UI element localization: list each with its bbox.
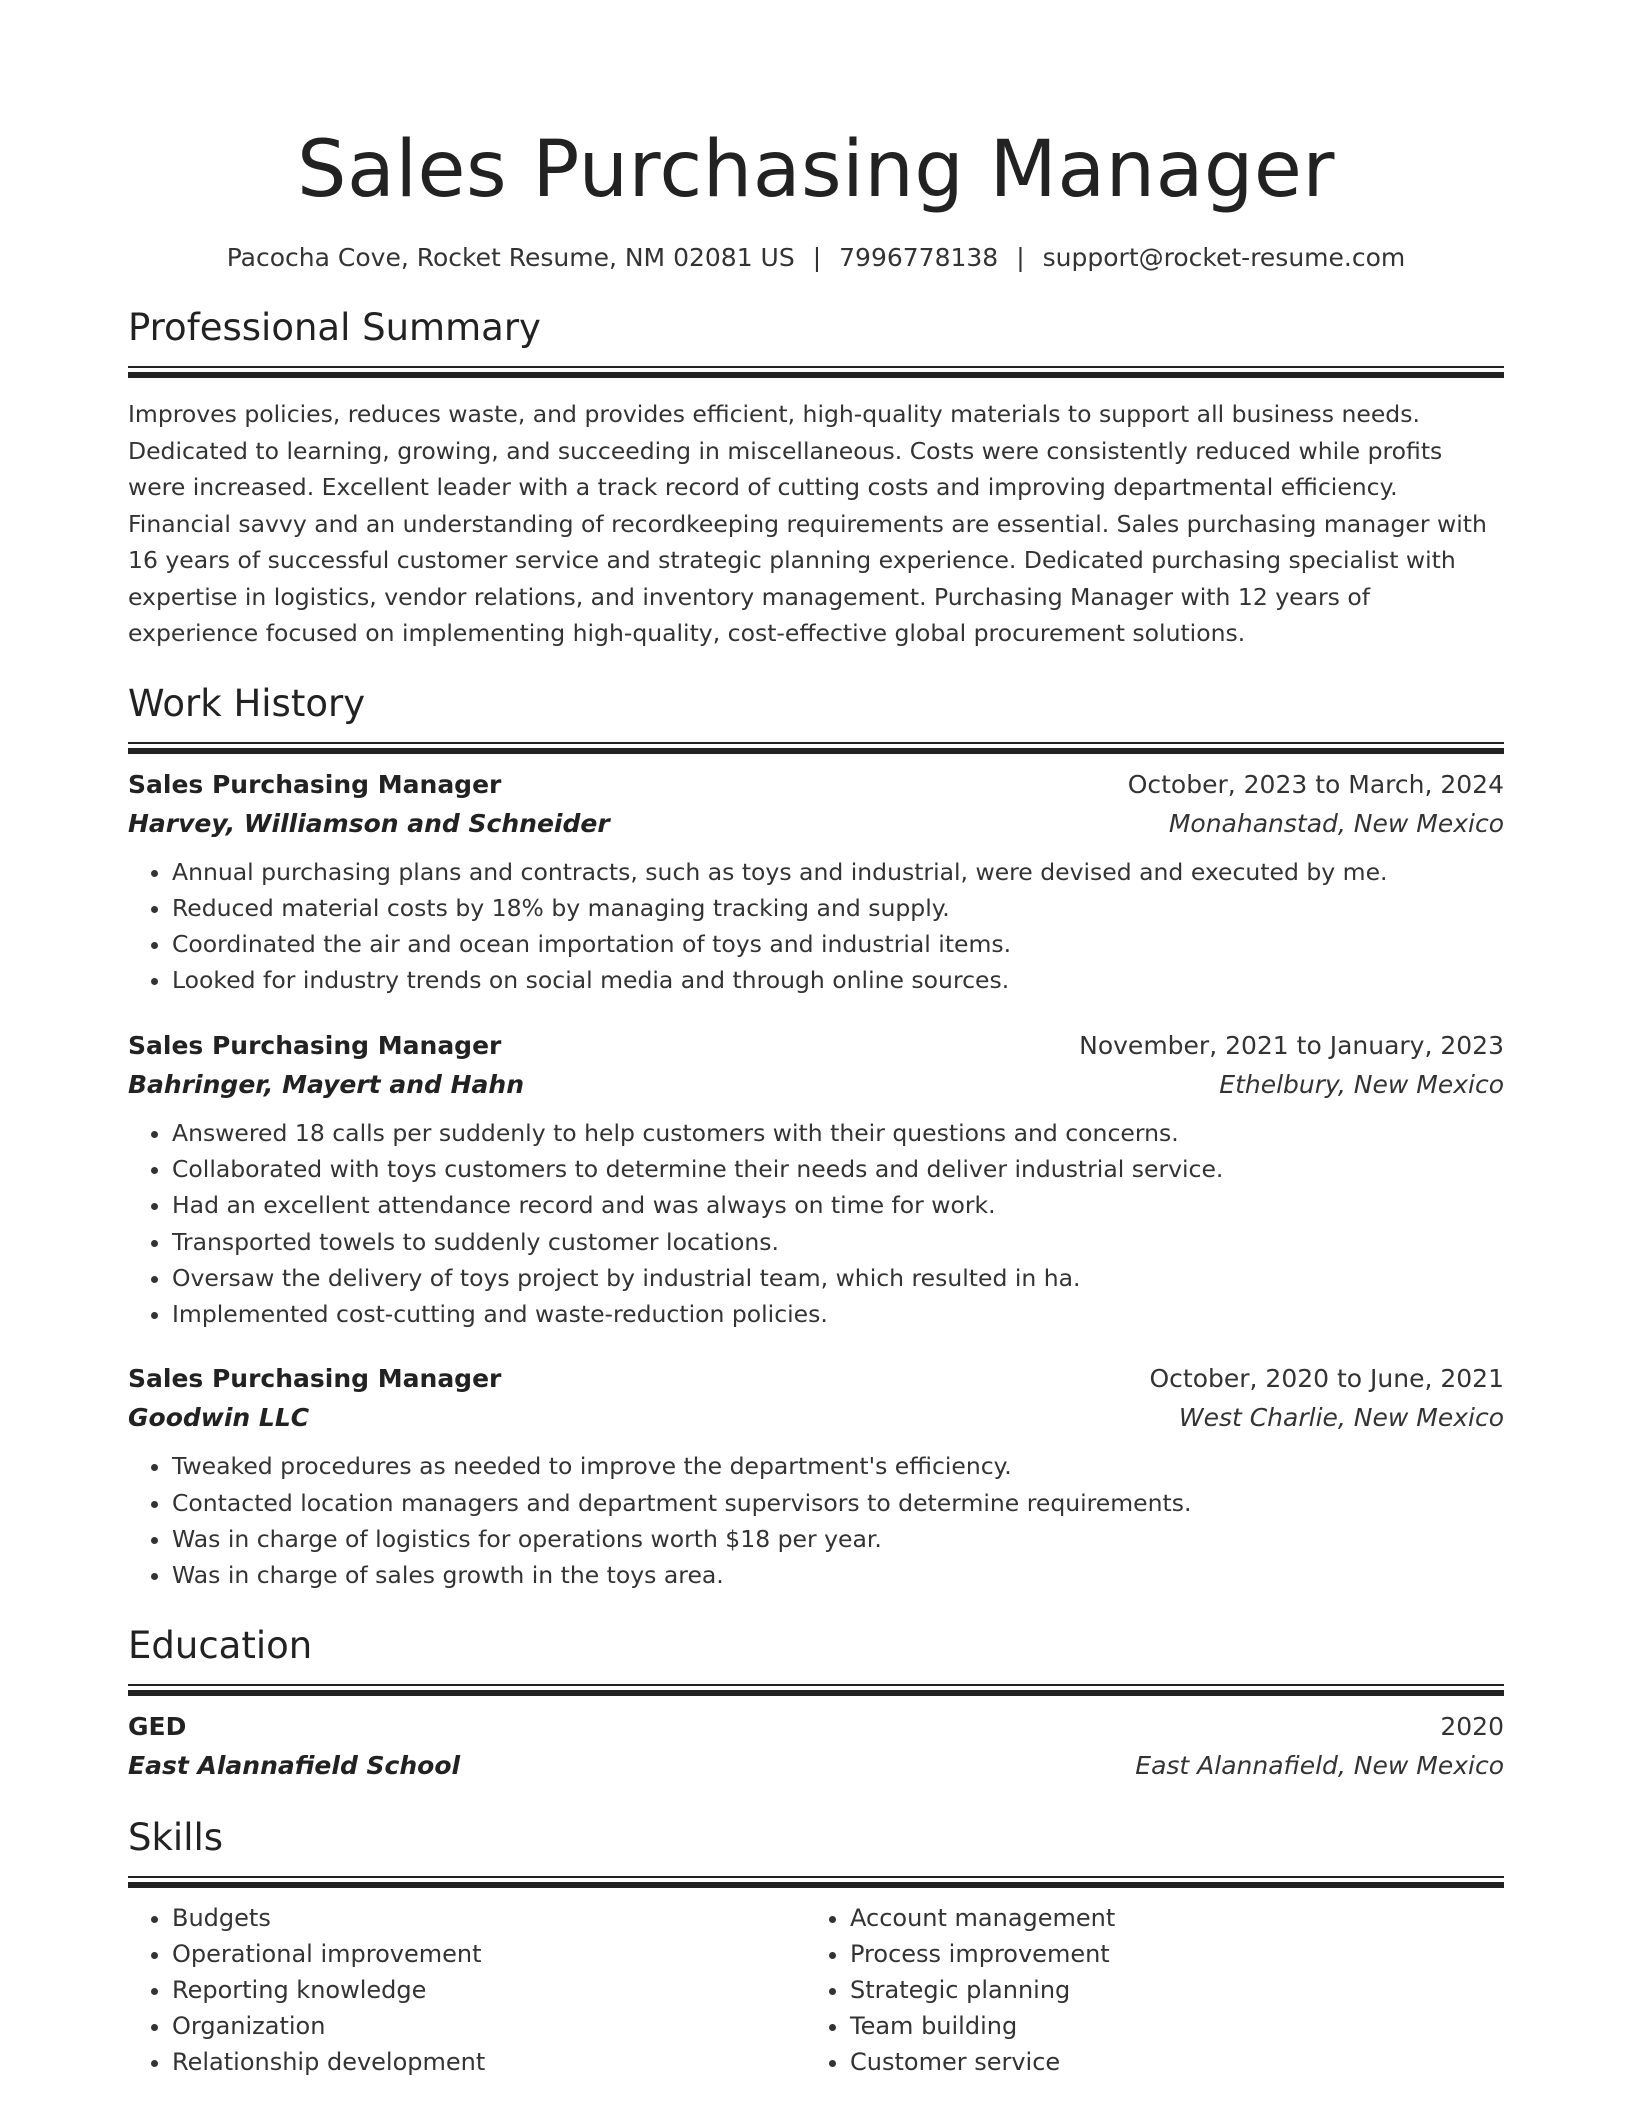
list-item: • Answered 18 calls per suddenly to help customers with their questions and concerns. [172, 1115, 1504, 1151]
job-location: West Charlie, New Mexico [1178, 1403, 1504, 1433]
list-item: • Reduced material costs by 18% by managing tracking and supply. [172, 890, 1504, 926]
skills-list-left [128, 1900, 806, 2080]
job-location: Monahanstad, New Mexico [1168, 808, 1504, 838]
job-subheader [128, 1065, 1504, 1105]
job-dates: October, 2023 to March, 2024 [1127, 769, 1504, 799]
list-item: • Was in charge of sales growth in the toys area. [172, 1557, 1504, 1593]
list-item: • Operational improvement [172, 1936, 806, 1972]
skills-column-right [806, 1900, 1484, 2080]
resume-page [128, 0, 1504, 2080]
job-company: Harvey, Williamson and Schneider [128, 808, 610, 838]
contact-separator: | [1016, 243, 1025, 272]
education-entry [128, 1708, 1504, 1786]
list-item: • Strategic planning [850, 1972, 1484, 2008]
list-item: • Transported towels to suddenly customer locations. [172, 1224, 1504, 1260]
education-school: East Alannafield School [128, 1750, 461, 1780]
list-item: • Budgets [172, 1900, 806, 1936]
list-item: • Customer service [850, 2044, 1484, 2080]
job-bullets [128, 1448, 1504, 1593]
job-dates: October, 2020 to June, 2021 [1149, 1364, 1504, 1394]
list-item: • Annual purchasing plans and contracts, such as toys and industrial, were devised and executed by me. [172, 854, 1504, 890]
section-title-skills: Skills [128, 1815, 224, 1859]
job-title: Sales Purchasing Manager [128, 769, 502, 799]
job-header [128, 1360, 1504, 1398]
job-title: Sales Purchasing Manager [128, 1364, 502, 1394]
skills-column-left [128, 1900, 806, 2080]
list-item: • Reporting knowledge [172, 1972, 806, 2008]
section-title-work-history: Work History [128, 681, 366, 725]
skills-list-right [806, 1900, 1484, 2080]
job-bullets [128, 1115, 1504, 1333]
section-title-education: Education [128, 1623, 313, 1667]
education-degree: GED [128, 1711, 187, 1741]
job-subheader [128, 804, 1504, 844]
contact-address: Pacocha Cove, Rocket Resume, NM 02081 US [226, 243, 795, 272]
section-divider [128, 1876, 1504, 1888]
list-item: • Account management [850, 1900, 1484, 1936]
contact-separator: | [812, 243, 822, 272]
job-header [128, 1027, 1504, 1065]
job-title: Sales Purchasing Manager [128, 1030, 502, 1060]
job-location: Ethelbury, New Mexico [1219, 1069, 1504, 1099]
education-location: East Alannafield, New Mexico [1135, 1750, 1504, 1780]
list-item: • Contacted location managers and department supervisors to determine requirements. [172, 1485, 1504, 1521]
skills-columns [128, 1900, 1504, 2080]
list-item: • Tweaked procedures as needed to improve the department's efficiency. [172, 1448, 1504, 1484]
job-header [128, 766, 1504, 804]
list-item: • Collaborated with toys customers to determine their needs and deliver industrial service. [172, 1151, 1504, 1187]
section-title-summary: Professional Summary [128, 306, 541, 349]
section-divider [128, 742, 1504, 754]
education-subheader [128, 1746, 1504, 1786]
education-header [128, 1708, 1504, 1746]
job-dates: November, 2021 to January, 2023 [1079, 1030, 1504, 1060]
list-item: • Organization [172, 2008, 806, 2044]
contact-email: support@rocket-resume.com [1042, 243, 1406, 272]
job-subheader [128, 1398, 1504, 1438]
contact-phone: 7996778138 [839, 243, 999, 272]
list-item: • Implemented cost-cutting and waste-reduction policies. [172, 1296, 1504, 1332]
work-history-section [128, 680, 1504, 1594]
contact-line [128, 240, 1504, 276]
job-entry [128, 1027, 1504, 1333]
job-entry [128, 766, 1504, 999]
job-bullets [128, 854, 1504, 999]
section-divider [128, 366, 1504, 378]
candidate-name: Sales Purchasing Manager [297, 125, 1335, 215]
list-item: • Looked for industry trends on social media and through online sources. [172, 962, 1504, 998]
section-divider [128, 1684, 1504, 1696]
job-entry [128, 1360, 1504, 1593]
list-item: • Process improvement [850, 1936, 1484, 1972]
list-item: • Was in charge of logistics for operations worth $18 per year. [172, 1521, 1504, 1557]
summary-text: Improves policies, reduces waste, and provides efficient, high-quality materials to support all business needs. Dedicated to learning, growing, and succeeding in miscellaneous. Costs were consistently reduced while profits were increased. Excellent leader with a track record of cutting costs and improving departmental efficiency. Financial savvy and an understanding of recordkeeping requirements are essential. Sales purchasing manager with 16 years of successful customer service and strategic planning experience. Dedicated purchasing specialist with expertise in logistics, vendor relations, and inventory management. Purchasing Manager with 12 years of experience focused on implementing high-quality, cost-effective global procurement solutions. [128, 400, 1487, 647]
job-company: Bahringer, Mayert and Hahn [128, 1069, 524, 1099]
skills-section [128, 1814, 1504, 2080]
list-item: • Team building [850, 2008, 1484, 2044]
list-item: • Oversaw the delivery of toys project by industrial team, which resulted in ha. [172, 1260, 1504, 1296]
education-section [128, 1622, 1504, 1786]
list-item: • Coordinated the air and ocean importation of toys and industrial items. [172, 926, 1504, 962]
list-item: • Had an excellent attendance record and was always on time for work. [172, 1187, 1504, 1223]
list-item: • Relationship development [172, 2044, 806, 2080]
job-company: Goodwin LLC [128, 1403, 310, 1433]
summary-section [128, 304, 1504, 652]
education-year: 2020 [1440, 1711, 1504, 1741]
